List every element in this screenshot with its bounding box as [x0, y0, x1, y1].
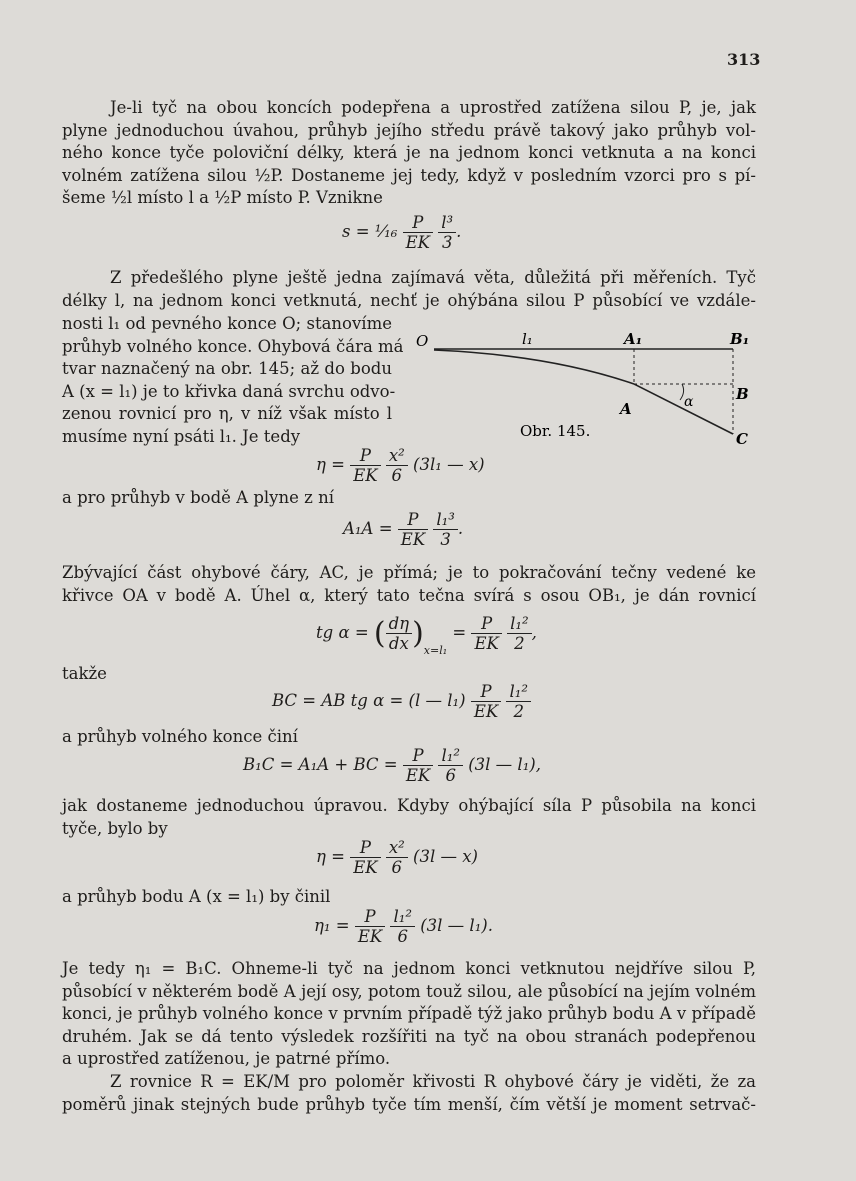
- text-line: Zbývající část ohybové čáry, AC, je přímá; je to pokračování tečny vedené ke: [62, 563, 756, 582]
- denominator: 2: [514, 634, 525, 653]
- text-line: tyče, bylo by: [62, 818, 168, 838]
- denominator: EK: [474, 634, 499, 653]
- text-line: Z předešlého plyne ještě jedna zajímavá věta, důležitá při měřeních. Tyč: [110, 268, 756, 287]
- fraction: [403, 213, 433, 252]
- label-l1: l₁: [522, 330, 533, 348]
- denominator: EK: [405, 233, 431, 252]
- equation-2: [316, 446, 485, 485]
- denominator: EK: [357, 927, 383, 946]
- paren-open: (: [373, 616, 386, 651]
- eq-tail: (3l₁ — x): [413, 455, 485, 474]
- paragraph-7: [62, 795, 756, 840]
- text-line: šeme ½l místo l a ½P místo P. Vznikne: [62, 188, 383, 207]
- numerator: P: [403, 213, 433, 233]
- equation-8: [314, 907, 493, 946]
- text-line: volném zatížena silou ½P. Dostaneme jej tedy, když v posledním vzorci pro s pí-: [62, 165, 756, 185]
- numerator: P: [403, 746, 433, 766]
- numerator: l₁²: [507, 614, 532, 634]
- denominator: 2: [513, 702, 524, 721]
- text-line: průhyb volného konce. Ohybová čára má: [62, 336, 404, 356]
- text-line: Je tedy η₁ = B₁C. Ohneme-li tyč na jednom konci vetknutou nejdříve silou P,: [62, 959, 756, 978]
- denominator: dx: [388, 634, 409, 653]
- text-line: ného konce tyče poloviční délky, která je na jednom konci vetknuta a na konci: [62, 143, 756, 162]
- eq-lhs: s = ¹⁄₁₆: [342, 222, 398, 241]
- fraction: [507, 614, 532, 653]
- fraction: [398, 510, 428, 549]
- denominator: 6: [391, 858, 403, 877]
- denominator: 6: [397, 927, 408, 946]
- label-C: C: [736, 430, 748, 448]
- fraction: [350, 838, 380, 877]
- numerator: l₁³: [433, 510, 458, 530]
- eq-lhs: η =: [316, 455, 345, 474]
- fraction: [471, 614, 501, 653]
- text-line: A (x = l₁) je to křivka daná svrchu odvo-: [62, 381, 396, 401]
- text-line: konci, je průhyb volného konce v prvním případě týž jako průhyb bodu A v případě: [62, 1004, 756, 1023]
- denominator: EK: [353, 466, 378, 485]
- eq-tail: .: [456, 222, 462, 241]
- numerator: P: [355, 907, 385, 927]
- denominator: 6: [445, 766, 456, 785]
- eq-lhs: η =: [316, 847, 345, 866]
- paragraph-1: [62, 97, 756, 210]
- fraction: [386, 446, 408, 485]
- text-8: [62, 886, 756, 909]
- text-line: délky l, na jednom konci vetknutá, nechť je ohýbána silou P působící ve vzdále-: [62, 290, 756, 310]
- label-B1: B₁: [730, 330, 750, 348]
- eq-tail: ,: [531, 623, 537, 642]
- fraction: [350, 446, 380, 485]
- figure-145: [410, 322, 770, 452]
- text-line: působící v některém bodě A její osy, potom touž silou, ale působící na jejím volném: [62, 981, 756, 1001]
- numerator: l³: [438, 213, 456, 233]
- equation-7: [316, 838, 478, 877]
- paragraph-2: [62, 267, 756, 312]
- text-line: tvar naznačený na obr. 145; až do bodu: [62, 359, 392, 378]
- paren-close: ): [412, 616, 424, 651]
- equation-4: [316, 614, 537, 657]
- label-O: O: [416, 332, 429, 350]
- text-line: křivce OA v bodě A. Úhel α, který tato tečna svírá s osou OB₁, je dán rovnicí: [62, 585, 756, 605]
- subscript: x=l₁: [423, 644, 448, 657]
- numerator: P: [471, 614, 501, 634]
- eq-mid: =: [452, 623, 467, 642]
- fraction: [355, 907, 385, 946]
- derivative: [386, 614, 412, 653]
- eq-lhs: η₁ =: [314, 916, 350, 935]
- eq-lhs: A₁A =: [343, 519, 393, 538]
- text-line: takže: [62, 664, 107, 683]
- fraction: [386, 838, 408, 877]
- label-A1: A₁: [624, 330, 643, 348]
- denominator: 3: [440, 530, 451, 549]
- bending-curve: [434, 350, 634, 384]
- numerator: l₁²: [390, 907, 415, 927]
- denominator: EK: [400, 530, 426, 549]
- text-line: Je-li tyč na obou koncích podepřena a uprostřed zatížena silou P, je, jak: [110, 98, 756, 117]
- fraction: [390, 907, 415, 946]
- label-alpha: α: [684, 394, 694, 410]
- numerator: P: [350, 838, 380, 858]
- text-line: a průhyb bodu A (x = l₁) by činil: [62, 887, 331, 906]
- denominator: EK: [353, 858, 378, 877]
- text-line: a uprostřed zatíženou, je patrné přímo.: [62, 1049, 391, 1068]
- text-line: plyne jednoduchou úvahou, průhyb jejího středu právě takový jako průhyb vol-: [62, 120, 756, 140]
- figure-caption: Obr. 145.: [520, 422, 591, 440]
- text-line: Z rovnice R = EK/M pro poloměr křivosti R ohybové čáry je viděti, že za: [110, 1072, 756, 1091]
- text-line: druhém. Jak se dá tento výsledek rozšířiti na tyč na obou stranách podepřenou: [62, 1026, 756, 1046]
- eq-lhs: tg α =: [316, 623, 369, 642]
- fraction: [438, 213, 456, 252]
- eq-lhs: B₁C = A₁A + BC =: [243, 755, 398, 774]
- text-3: [62, 487, 756, 510]
- numerator: x²: [386, 838, 408, 858]
- numerator: l₁²: [506, 682, 531, 702]
- equation-6: [243, 746, 541, 785]
- equation-3: [343, 510, 463, 549]
- text-line: a pro průhyb v bodě A plyne z ní: [62, 488, 334, 507]
- eq-tail: .: [457, 519, 464, 538]
- numerator: P: [350, 446, 380, 466]
- eq-lhs: BC = AB tg α = (l — l₁): [272, 691, 466, 710]
- eq-tail: (3l — l₁),: [468, 755, 541, 774]
- denominator: EK: [473, 702, 499, 721]
- text-line: musíme nyní psáti l₁. Je tedy: [62, 426, 301, 446]
- numerator: dη: [386, 614, 412, 634]
- numerator: P: [471, 682, 501, 702]
- denominator: 6: [391, 466, 403, 485]
- text-line: zenou rovnicí pro η, v níž však místo l: [62, 404, 392, 423]
- equation-1: [342, 213, 461, 252]
- numerator: l₁²: [438, 746, 463, 766]
- paragraph-9: [62, 958, 756, 1071]
- fraction: [438, 746, 463, 785]
- label-A: A: [620, 400, 632, 418]
- paragraph-2-wrap: [62, 313, 404, 448]
- denominator: 3: [441, 233, 453, 252]
- fraction: [403, 746, 433, 785]
- numerator: x²: [386, 446, 408, 466]
- denominator: EK: [405, 766, 431, 785]
- fraction: [506, 682, 531, 721]
- numerator: P: [398, 510, 428, 530]
- paragraph-4: [62, 562, 756, 607]
- equation-5: [272, 682, 531, 721]
- text-line: nosti l₁ od pevného konce O; stanovíme: [62, 314, 392, 333]
- paragraph-10: [62, 1071, 756, 1116]
- fraction: [471, 682, 501, 721]
- page-number: 313: [727, 50, 761, 69]
- eq-tail: (3l — x): [413, 847, 478, 866]
- label-B: B: [736, 385, 749, 403]
- eq-tail: (3l — l₁).: [420, 916, 493, 935]
- text-line: jak dostaneme jednoduchou úpravou. Kdyby ohýbající síla P působila na konci: [62, 796, 756, 815]
- text-line: a průhyb volného konce činí: [62, 727, 298, 746]
- text-line: poměrů jinak stejných bude průhyb tyče tím menší, čím větší je moment setrvač-: [62, 1094, 756, 1114]
- fraction: [433, 510, 458, 549]
